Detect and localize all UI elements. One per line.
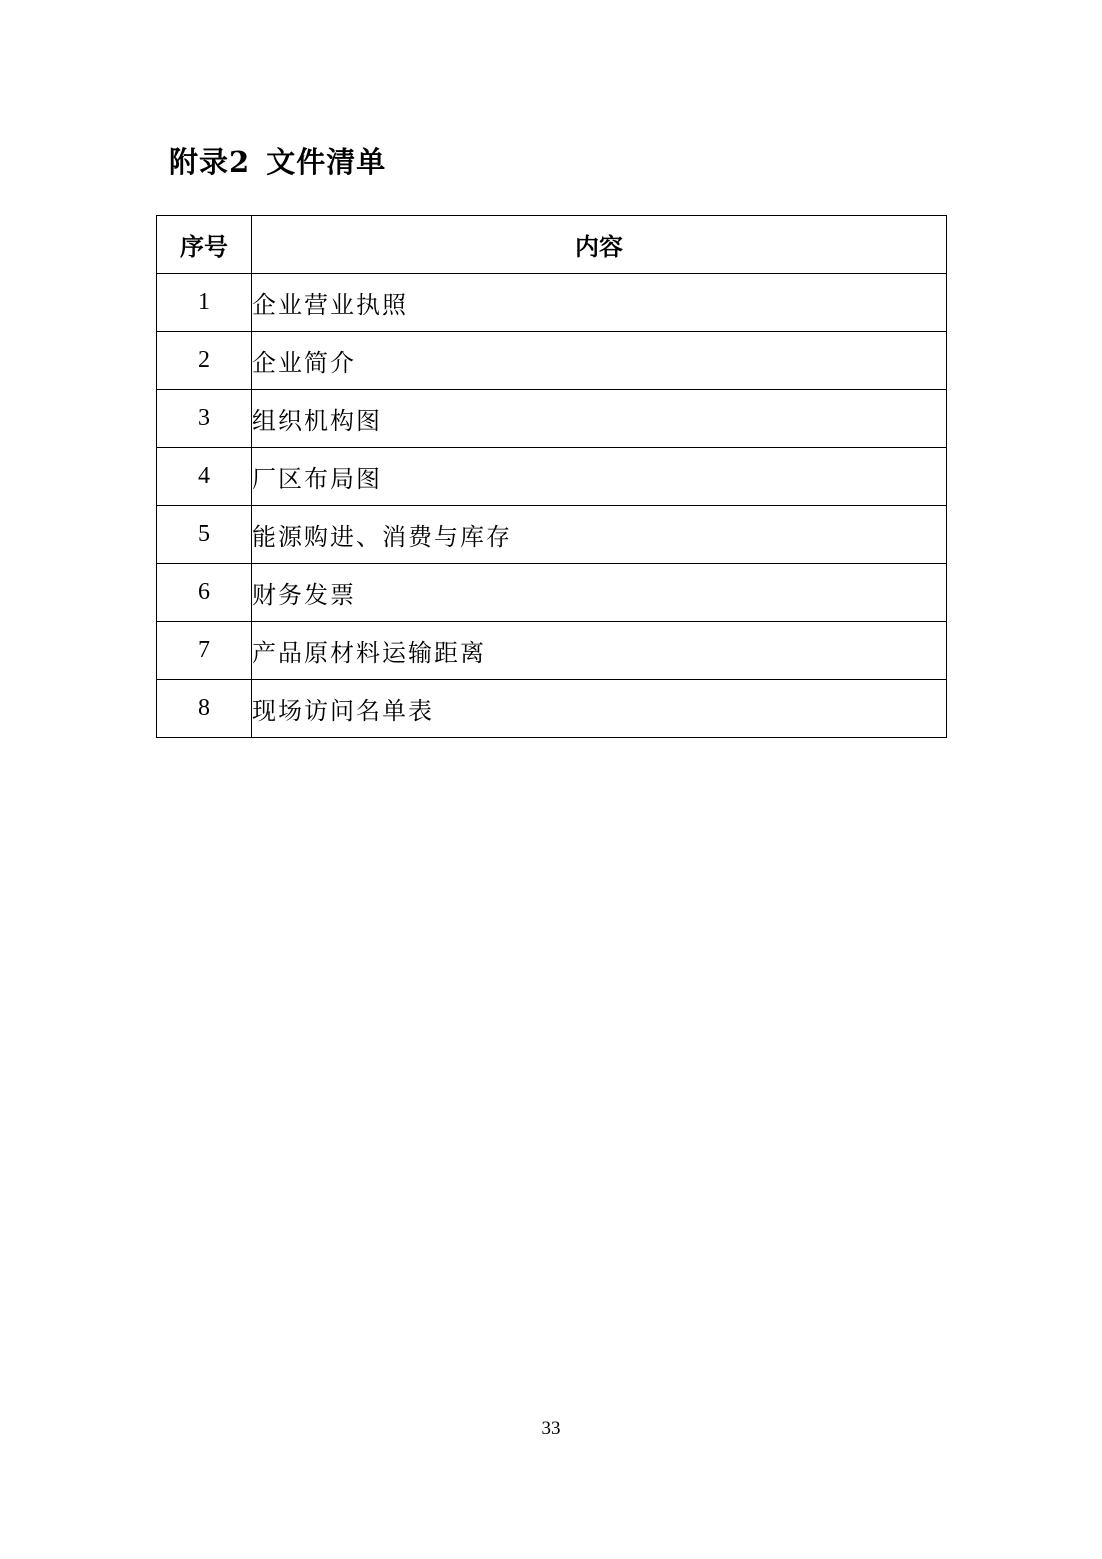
table-row — [157, 390, 947, 448]
appendix-heading — [169, 140, 386, 184]
row-index: 4 — [157, 448, 252, 506]
table-row — [157, 622, 947, 680]
row-content: 组织机构图 — [252, 390, 947, 448]
row-content: 能源购进、消费与库存 — [252, 506, 947, 564]
row-content: 厂区布局图 — [252, 448, 947, 506]
table-row — [157, 564, 947, 622]
appendix-prefix: 附录 — [169, 145, 230, 179]
header-content: 内容 — [252, 216, 947, 274]
table-row — [157, 332, 947, 390]
row-content: 财务发票 — [252, 564, 947, 622]
row-index: 7 — [157, 622, 252, 680]
table-row — [157, 680, 947, 738]
table-header-row — [157, 216, 947, 274]
appendix-title: 文件清单 — [266, 145, 387, 179]
row-index: 8 — [157, 680, 252, 738]
row-content: 产品原材料运输距离 — [252, 622, 947, 680]
row-content: 现场访问名单表 — [252, 680, 947, 738]
header-index: 序号 — [157, 216, 252, 274]
row-index: 6 — [157, 564, 252, 622]
row-index: 3 — [157, 390, 252, 448]
row-content: 企业简介 — [252, 332, 947, 390]
row-index: 1 — [157, 274, 252, 332]
page-number: 33 — [541, 1418, 561, 1439]
row-content: 企业营业执照 — [252, 274, 947, 332]
appendix-number: 2 — [229, 145, 251, 179]
table-row — [157, 274, 947, 332]
file-list-table — [156, 215, 947, 738]
table-row — [157, 448, 947, 506]
table-row — [157, 506, 947, 564]
row-index: 2 — [157, 332, 252, 390]
row-index: 5 — [157, 506, 252, 564]
